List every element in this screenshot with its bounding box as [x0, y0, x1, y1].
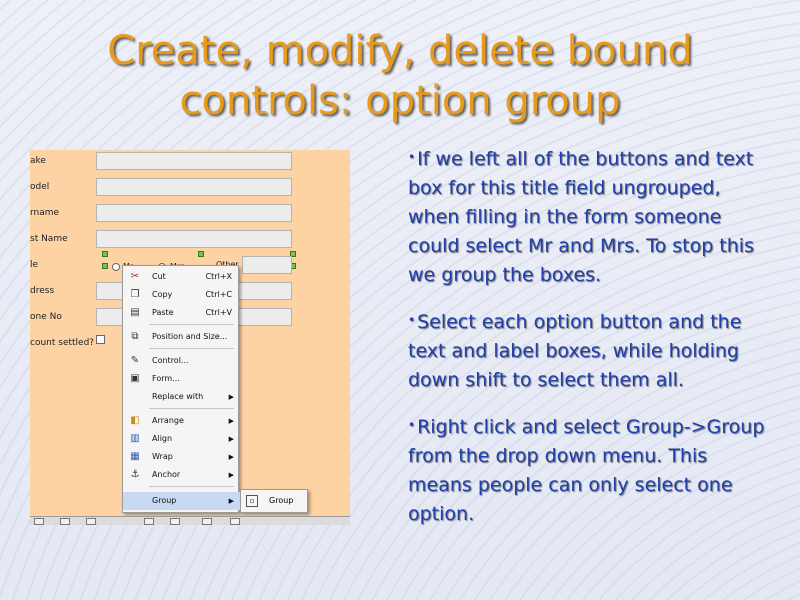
paste-icon: ▤: [130, 307, 140, 318]
menu-separator: [149, 486, 234, 487]
menu-item-copy[interactable]: ❐ Copy Ctrl+C: [130, 289, 232, 300]
bullet-dot-icon: •: [408, 418, 416, 432]
menu-item-form[interactable]: ▣ Form...: [130, 373, 180, 384]
bullet-list: [408, 143, 768, 545]
field-label-make: ake: [30, 156, 46, 166]
menu-item-control[interactable]: ✎ Control...: [130, 355, 189, 366]
menu-item-replace-with[interactable]: Replace with ▶: [123, 388, 240, 406]
chevron-right-icon: ▶: [228, 393, 234, 401]
arrange-icon: ◧: [130, 415, 140, 426]
other-text-box[interactable]: [242, 256, 292, 274]
field-label-account-settled: count settled?: [30, 338, 95, 348]
model-field[interactable]: [96, 178, 292, 196]
field-label-first-name: st Name: [30, 234, 68, 244]
menu-item-align[interactable]: ▥ Align ▶: [123, 430, 240, 448]
toolbar-button[interactable]: [170, 518, 180, 525]
context-menu: [122, 265, 239, 513]
group-icon: ▫: [246, 495, 258, 507]
submenu-item-group: Group: [269, 496, 294, 505]
toolbar-button[interactable]: [86, 518, 96, 525]
group-submenu[interactable]: [240, 489, 308, 513]
field-label-surname: rname: [30, 208, 60, 218]
menu-item-group[interactable]: Group ▶: [123, 492, 240, 510]
chevron-right-icon: ▶: [228, 435, 234, 443]
bullet-dot-icon: •: [408, 313, 416, 327]
bottom-toolbar: [30, 516, 350, 525]
selection-handle[interactable]: [102, 251, 108, 257]
selection-handle[interactable]: [102, 263, 108, 269]
scissors-icon: ✂: [130, 271, 140, 282]
copy-icon: ❐: [130, 289, 140, 300]
field-label-address: dress: [30, 286, 55, 296]
anchor-icon: ⚓: [130, 469, 140, 480]
position-size-icon: ⧉: [131, 331, 139, 342]
surname-field[interactable]: [96, 204, 292, 222]
menu-item-cut[interactable]: ✂ Cut Ctrl+X: [130, 271, 232, 282]
slide-title: [20, 26, 780, 126]
title-line-2: controls: option group: [179, 78, 621, 124]
menu-separator: [149, 348, 234, 349]
wrap-icon: ▦: [130, 451, 140, 462]
selection-handle[interactable]: [198, 251, 204, 257]
toolbar-button[interactable]: [144, 518, 154, 525]
chevron-right-icon: ▶: [228, 471, 234, 479]
menu-item-paste[interactable]: ▤ Paste Ctrl+V: [130, 307, 232, 318]
toolbar-button[interactable]: [34, 518, 44, 525]
bullet-item: • Select each option button and the text and label boxes, while holding down shift to select them all.: [408, 311, 742, 391]
menu-item-position-size[interactable]: ⧉ Position and Size...: [123, 328, 240, 346]
field-label-model: odel: [30, 182, 50, 192]
menu-separator: [149, 324, 234, 325]
toolbar-button[interactable]: [60, 518, 70, 525]
field-label-phone: one No: [30, 312, 62, 322]
title-line-1: Create, modify, delete bound: [107, 28, 693, 74]
toolbar-button[interactable]: [230, 518, 240, 525]
bullet-item: • If we left all of the buttons and text box for this title field ungrouped, when filling in the form someone could select Mr and Mrs. To stop this we group the boxes.: [408, 148, 754, 286]
form-screenshot: [30, 150, 350, 525]
account-settled-checkbox[interactable]: [96, 335, 105, 344]
align-icon: ▥: [130, 433, 140, 444]
chevron-right-icon: ▶: [228, 417, 234, 425]
first-name-field[interactable]: [96, 230, 292, 248]
radio-mr[interactable]: [112, 263, 120, 271]
bullet-dot-icon: •: [408, 150, 416, 164]
menu-item-arrange[interactable]: ◧ Arrange ▶: [123, 412, 240, 430]
bullet-item: • Right click and select Group->Group from the drop down menu. This means people can only select one option.: [408, 416, 765, 525]
toolbar-button[interactable]: [202, 518, 212, 525]
chevron-right-icon: ▶: [228, 453, 234, 461]
menu-item-anchor[interactable]: ⚓ Anchor ▶: [123, 466, 240, 484]
menu-separator: [149, 408, 234, 409]
make-field[interactable]: [96, 152, 292, 170]
control-icon: ✎: [130, 355, 140, 366]
menu-item-wrap[interactable]: ▦ Wrap ▶: [123, 448, 240, 466]
chevron-right-icon: ▶: [228, 497, 234, 505]
form-icon: ▣: [130, 373, 140, 384]
field-label-title: le: [30, 260, 39, 270]
